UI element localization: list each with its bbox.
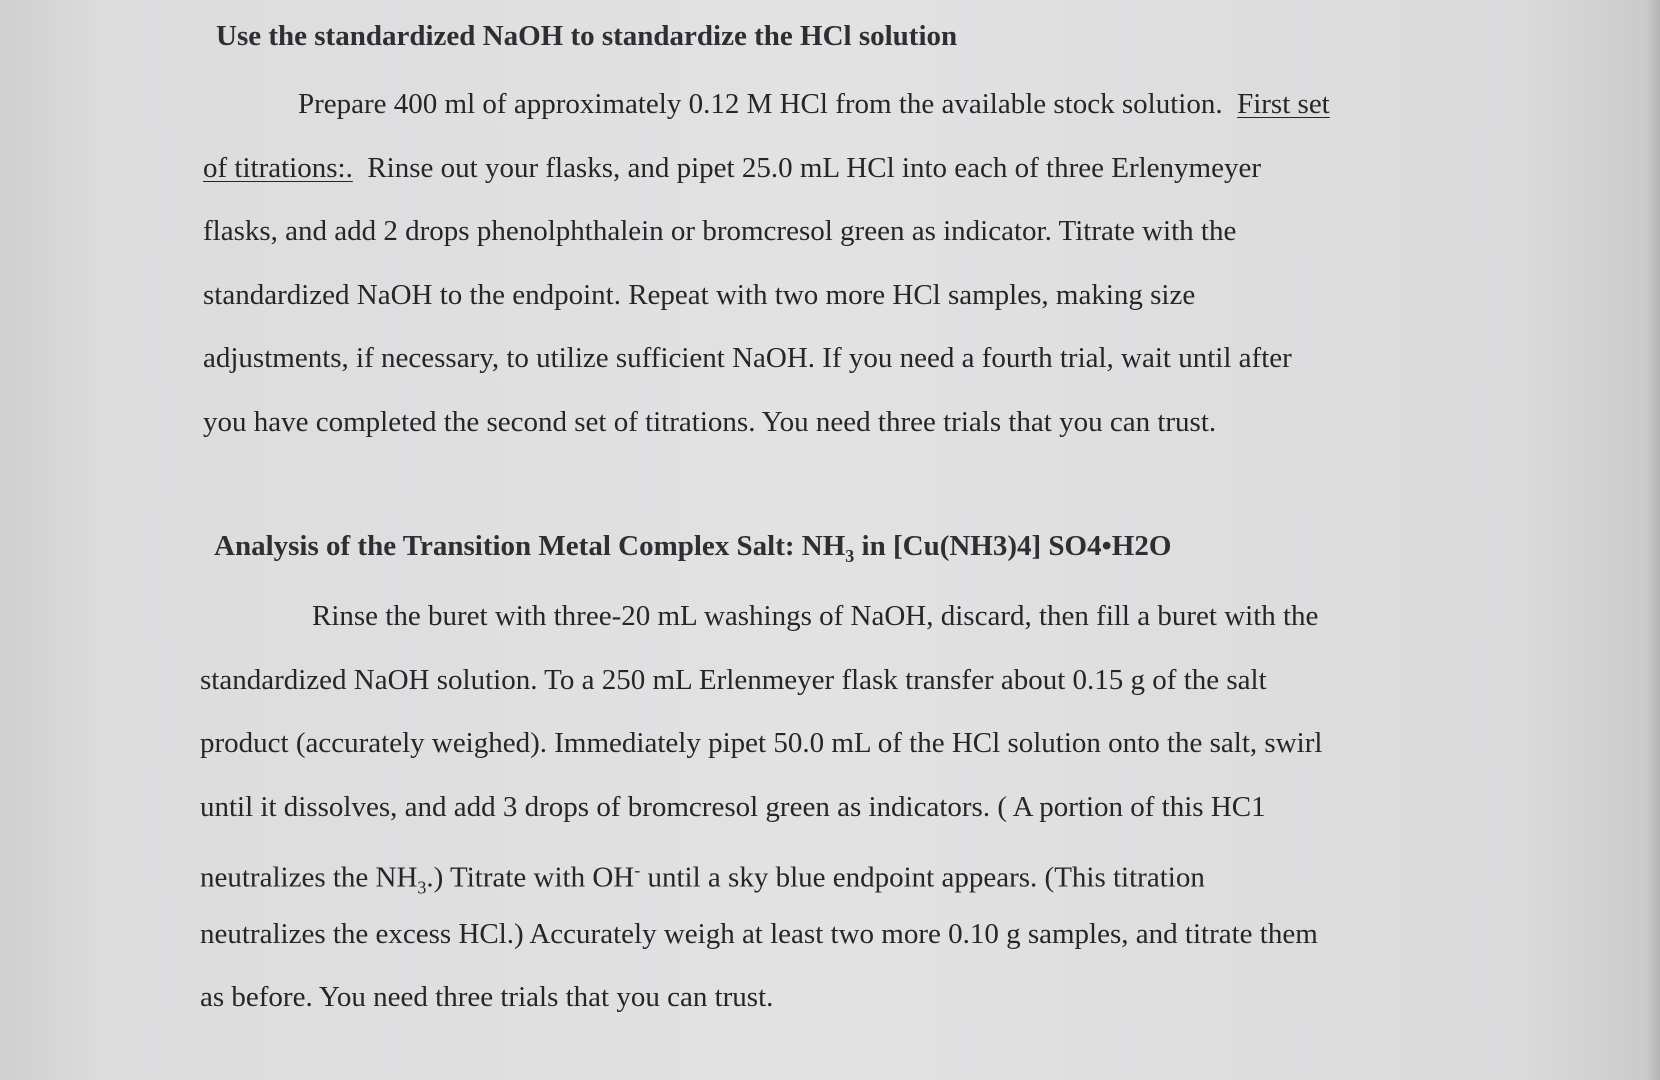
paragraph-standardize-hcl [203, 73, 1330, 454]
subscript: 3 [845, 545, 855, 566]
section-heading-standardize-hcl: Use the standardized NaOH to standardize the HCl solution [216, 20, 958, 52]
text-span: until a sky blue endpoint appears. (This titration [640, 861, 1205, 894]
paragraph-line: adjustments, if necessary, to utilize sufficient NaOH. If you need a fourth trial, wait until after [203, 342, 1292, 374]
paragraph-line [203, 73, 1330, 137]
text-span: Rinse the buret with three-20 mL washings of NaOH, discard, then fill a buret with the [312, 600, 1319, 632]
paragraph-line: until it dissolves, and add 3 drops of bromcresol green as indicators. ( A portion of this HC1 [200, 790, 1266, 823]
text-span: Rinse out your flasks, and pipet 25.0 mL HCl into each of three Erlenymeyer [367, 151, 1262, 184]
underlined-text: of titrations:. [203, 151, 353, 184]
paragraph-line [200, 585, 1322, 649]
paragraph-line: as before. You need three trials that you can trust. [200, 981, 774, 1013]
paragraph-line: flasks, and add 2 drops phenolphthalein or bromcresol green as indicator. Titrate with the [203, 215, 1237, 247]
paragraph-line: standardized NaOH to the endpoint. Repeat with two more HCl samples, making size [203, 278, 1196, 311]
paragraph-line: standardized NaOH solution. To a 250 mL Erlenmeyer flask transfer about 0.15 g of the salt [200, 663, 1267, 696]
paragraph-line [200, 839, 1322, 903]
paragraph-line: neutralizes the excess HCl.) Accurately weigh at least two more 0.10 g samples, and titrate them [200, 917, 1318, 950]
text-span: .) Titrate with OH [426, 861, 635, 894]
text-span: neutralizes the NH [200, 861, 418, 894]
screen-edge-shadow [1646, 0, 1660, 1080]
paragraph-complex-salt-analysis [200, 585, 1322, 1030]
text-span: Prepare 400 ml of approximately 0.12 M HCl from the available stock solution. [298, 88, 1223, 120]
paragraph-line [203, 137, 1330, 201]
heading-text: Analysis of the Transition Metal Complex Salt: NH [214, 530, 846, 562]
paragraph-line: you have completed the second set of titrations. You need three trials that you can trust. [203, 405, 1217, 438]
paragraph-line: product (accurately weighed). Immediately pipet 50.0 mL of the HCl solution onto the salt, swirl [200, 727, 1323, 759]
superscript: - [634, 860, 641, 880]
heading-text: in [Cu(NH3)4] SO4•H2O [854, 530, 1172, 562]
underlined-text: First set [1237, 88, 1330, 120]
section-heading-complex-salt-analysis [214, 530, 1171, 567]
subscript: 3 [417, 877, 427, 898]
